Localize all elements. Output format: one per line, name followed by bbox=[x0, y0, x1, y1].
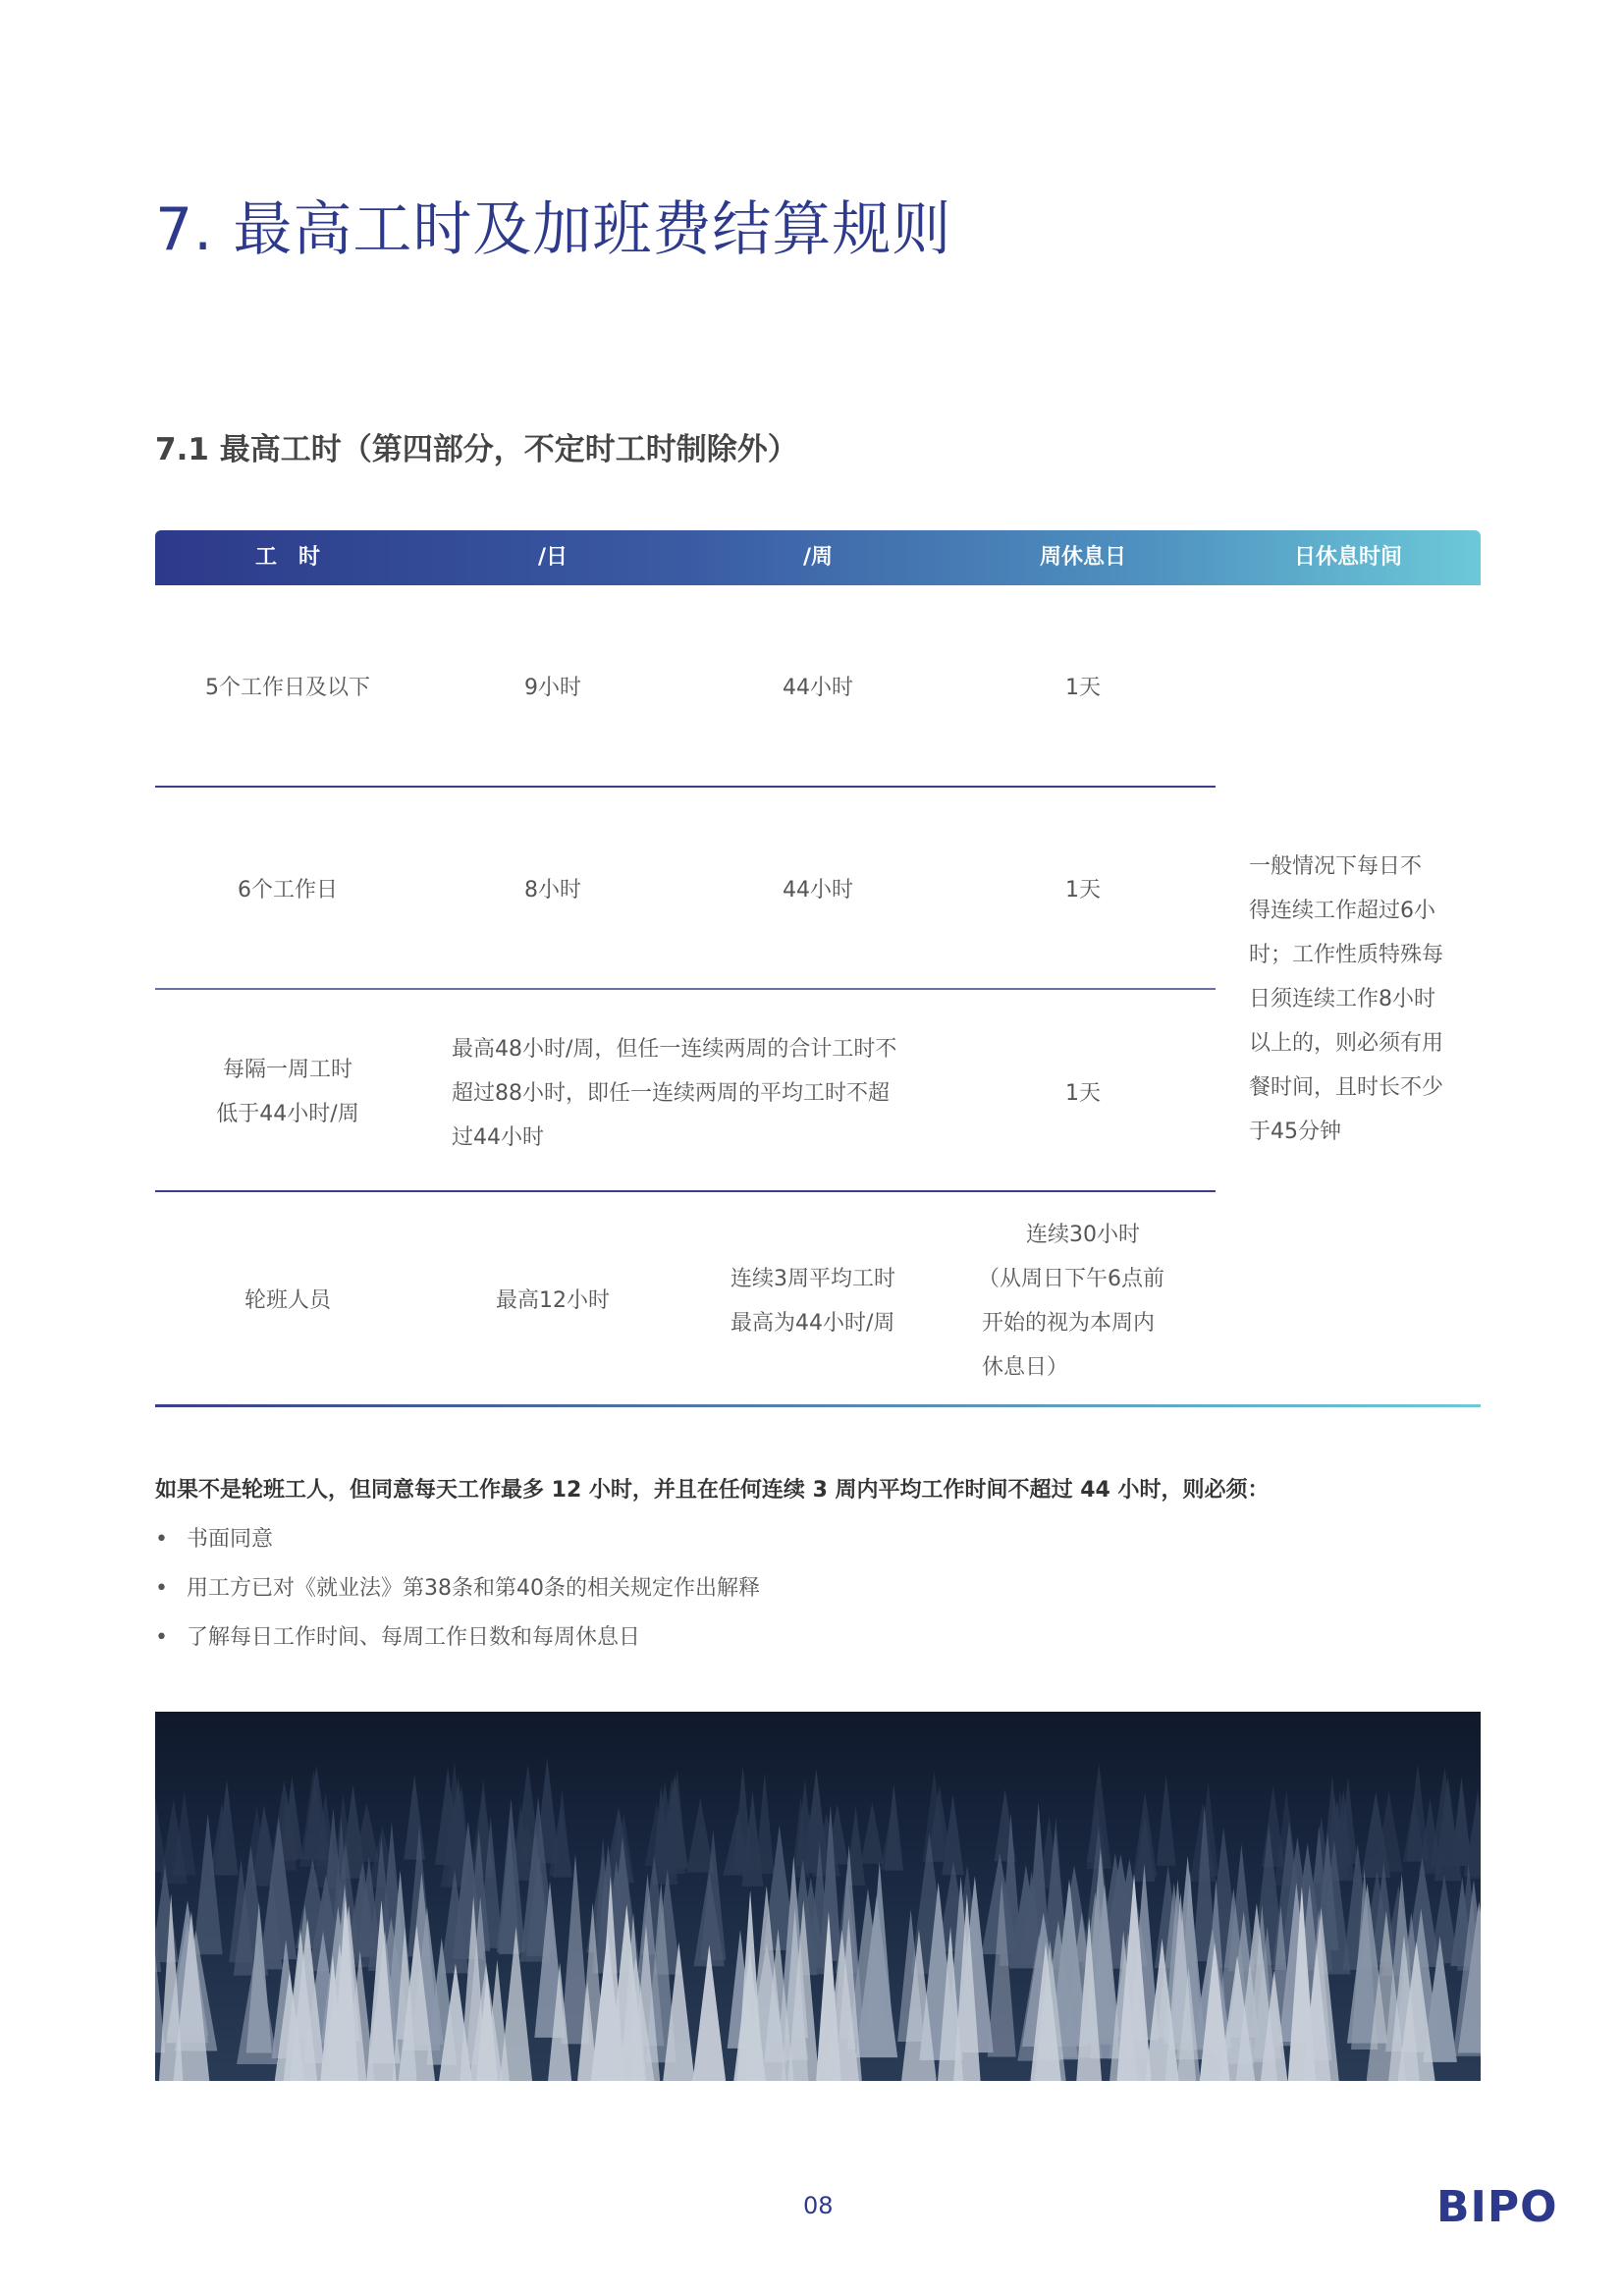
row-divider bbox=[155, 988, 1216, 990]
daily-rest-line: 日须连续工作8小时 bbox=[1249, 987, 1435, 1011]
list-item: • 用工方已对《就业法》第38条和第40条的相关规定作出解释 bbox=[155, 1569, 760, 1618]
row1-day: 9小时 bbox=[524, 676, 581, 700]
daily-rest-note bbox=[1249, 845, 1465, 1154]
tree-shape bbox=[861, 1802, 885, 1864]
tree-shape bbox=[1431, 1875, 1459, 1964]
tree-shape bbox=[686, 1798, 714, 1873]
table-bottom-border bbox=[155, 1404, 1481, 1407]
forest-image bbox=[155, 1712, 1481, 2081]
row3-combined-line3: 过44小时 bbox=[452, 1125, 544, 1150]
row4-day: 最高12小时 bbox=[496, 1288, 610, 1313]
row3-type-line1: 每隔一周工时 bbox=[222, 1058, 352, 1082]
header-weekly-rest: 周休息日 bbox=[1039, 545, 1126, 570]
daily-rest-line: 一般情况下每日不 bbox=[1249, 854, 1423, 879]
row4-week-line1: 连续3周平均工时 bbox=[730, 1267, 895, 1291]
row-divider bbox=[155, 786, 1216, 788]
row1-week: 44小时 bbox=[783, 676, 853, 700]
row4-type: 轮班人员 bbox=[243, 1288, 331, 1313]
row2-rest-day: 1天 bbox=[1065, 878, 1101, 902]
daily-rest-line: 时；工作性质特殊每 bbox=[1249, 943, 1444, 967]
daily-rest-line: 得连续工作超过6小 bbox=[1249, 899, 1435, 923]
requirement-list bbox=[155, 1520, 760, 1667]
row4-week-line2: 最高为44小时/周 bbox=[730, 1311, 895, 1336]
row3-rest-day: 1天 bbox=[1065, 1081, 1101, 1106]
row4-rest-line2: （从周日下午6点前 bbox=[978, 1267, 1164, 1291]
daily-rest-line: 于45分钟 bbox=[1249, 1120, 1341, 1144]
row4-rest-line4: 休息日） bbox=[982, 1355, 1069, 1380]
tree-shape bbox=[1157, 1775, 1176, 1866]
header-per-week: /周 bbox=[802, 545, 834, 570]
row1-rest-day: 1天 bbox=[1065, 676, 1101, 700]
section-title: 7.1 最高工时（第四部分，不定时工时制除外） bbox=[155, 432, 798, 467]
tree-shape bbox=[755, 1773, 774, 1874]
tree-shape bbox=[404, 1775, 425, 1859]
row1-type: 5个工作日及以下 bbox=[205, 676, 370, 700]
tree-shape bbox=[1451, 1777, 1472, 1866]
row2-day: 8小时 bbox=[524, 878, 581, 902]
header-hours: 工 时 bbox=[254, 545, 320, 570]
row3-combined-line2: 超过88小时，即任一连续两周的平均工时不超 bbox=[452, 1081, 890, 1106]
row4-rest-line1: 连续30小时 bbox=[1026, 1223, 1140, 1247]
row3-type-line2: 低于44小时/周 bbox=[216, 1102, 359, 1126]
requirement-note: 如果不是轮班工人，但同意每天工作最多 12 小时，并且在任何连续 3 周内平均工作时间不超过 44 小时，则必须： bbox=[155, 1478, 1270, 1503]
page-number: 08 bbox=[803, 2192, 834, 2219]
daily-rest-line: 餐时间，且时长不少 bbox=[1249, 1075, 1444, 1100]
row-divider bbox=[155, 1190, 1216, 1192]
tree-shape bbox=[885, 1783, 903, 1870]
daily-rest-line: 以上的，则必须有用 bbox=[1249, 1031, 1444, 1056]
bipo-logo: BIPO bbox=[1436, 2182, 1558, 2232]
list-item: • 了解每日工作时间、每周工作日数和每周休息日 bbox=[155, 1618, 760, 1667]
list-item: • 书面同意 bbox=[155, 1520, 760, 1569]
table-header bbox=[155, 530, 1481, 585]
header-daily-rest: 日休息时间 bbox=[1293, 545, 1402, 570]
row2-type: 6个工作日 bbox=[238, 878, 338, 902]
row3-combined-line1: 最高48小时/周，但任一连续两周的合计工时不 bbox=[452, 1037, 897, 1062]
tree-shape bbox=[1133, 1792, 1157, 1877]
row2-week: 44小时 bbox=[783, 878, 853, 902]
row4-rest-line3: 开始的视为本周内 bbox=[982, 1311, 1156, 1336]
forest-illustration bbox=[155, 1712, 1481, 2081]
header-per-day: /日 bbox=[537, 545, 568, 570]
page-title: 7. 最高工时及加班费结算规则 bbox=[155, 195, 952, 264]
